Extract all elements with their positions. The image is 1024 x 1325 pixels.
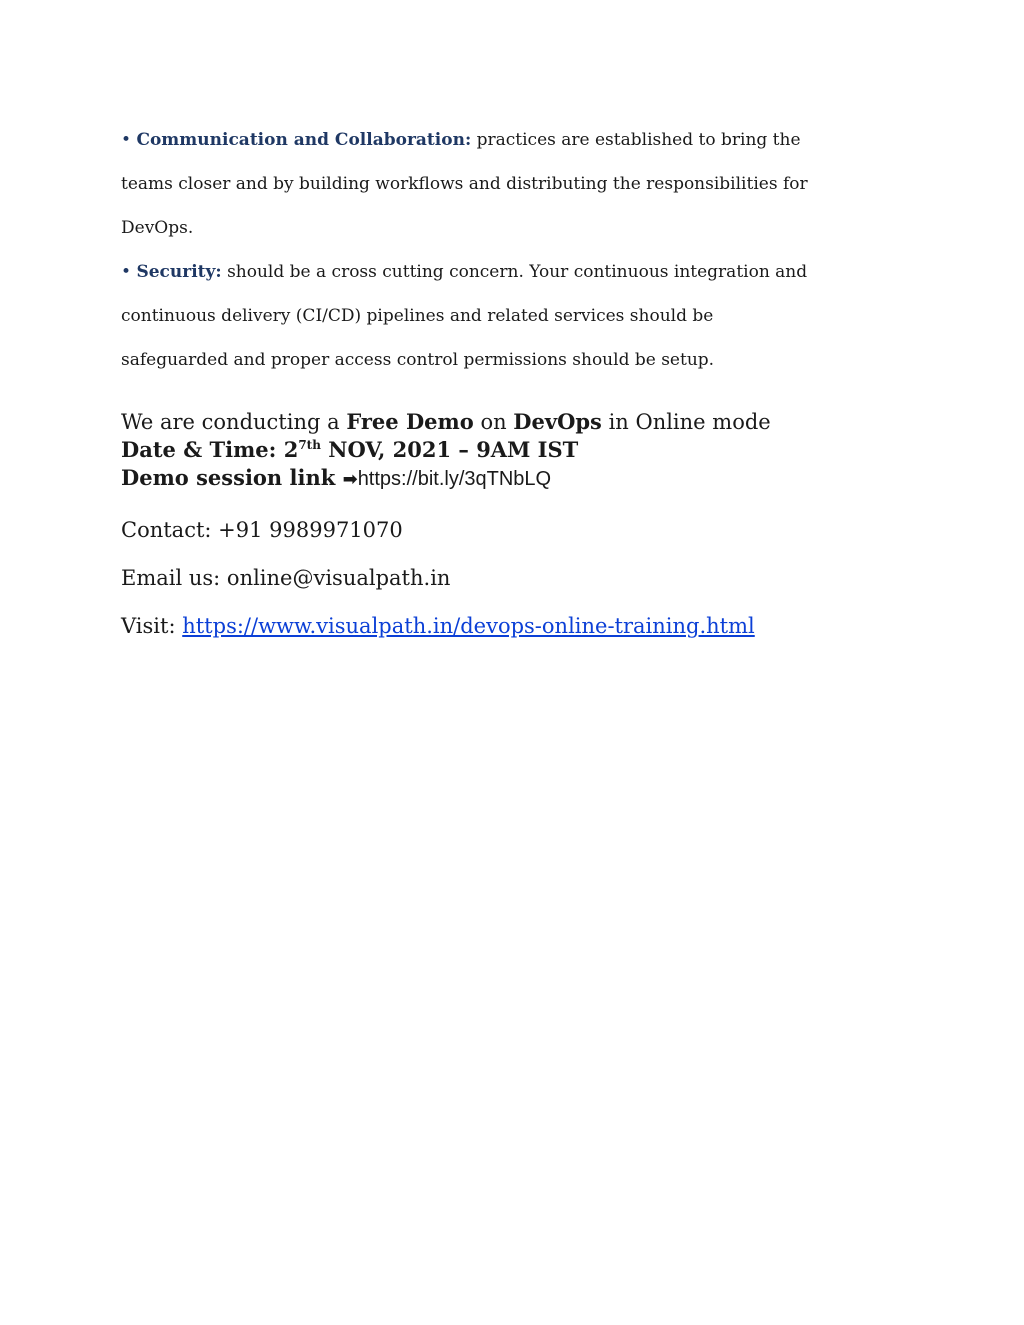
date-superscript: 7th <box>298 438 321 452</box>
contact-email: Email us: online@visualpath.in <box>121 566 451 590</box>
session-link[interactable]: https://bit.ly/3qTNbLQ <box>357 468 552 490</box>
devops-text: DevOps <box>513 409 602 434</box>
bullet-list <box>121 118 841 382</box>
bullet-text: should be a cross cutting concern. Your continuous integration and <box>227 262 808 282</box>
arrow-right-icon: ➡ <box>342 469 358 490</box>
bullet-line: DevOps. <box>121 218 194 238</box>
contact-visit <box>121 612 841 640</box>
visit-label: Visit: <box>121 614 176 638</box>
demo-date-time <box>121 436 841 464</box>
demo-intro <box>121 408 841 436</box>
date-rest: NOV, 2021 – 9AM IST <box>328 437 579 462</box>
document-page <box>121 118 841 640</box>
demo-announcement <box>121 408 841 494</box>
bullet-text: practices are established to bring the <box>476 130 801 150</box>
bullet-security <box>121 250 841 382</box>
session-label: Demo session link <box>121 465 336 490</box>
demo-intro-suffix: in Online mode <box>608 410 771 434</box>
bullet-line: teams closer and by building workflows and distributing the responsibilities for <box>121 174 808 194</box>
bullet-marker: • <box>121 262 132 282</box>
date-label: Date & Time: 2 <box>121 437 299 462</box>
free-demo-text: Free Demo <box>346 409 474 434</box>
bullet-term: Communication and Collaboration: <box>136 130 472 150</box>
bullet-line: continuous delivery (CI/CD) pipelines and related services should be <box>121 306 714 326</box>
bullet-term: Security: <box>136 262 222 282</box>
demo-intro-mid: on <box>480 410 507 434</box>
bullet-communication <box>121 118 841 250</box>
bullet-line <box>121 250 841 294</box>
contact-phone: Contact: +91 9989971070 <box>121 518 403 542</box>
demo-session <box>121 464 841 494</box>
visit-link[interactable]: https://www.visualpath.in/devops-online-training.html <box>182 614 755 638</box>
bullet-line: safeguarded and proper access control permissions should be setup. <box>121 350 715 370</box>
contact-info <box>121 516 841 640</box>
demo-intro-prefix: We are conducting a <box>121 410 340 434</box>
bullet-line <box>121 118 841 162</box>
bullet-marker: • <box>121 130 132 150</box>
